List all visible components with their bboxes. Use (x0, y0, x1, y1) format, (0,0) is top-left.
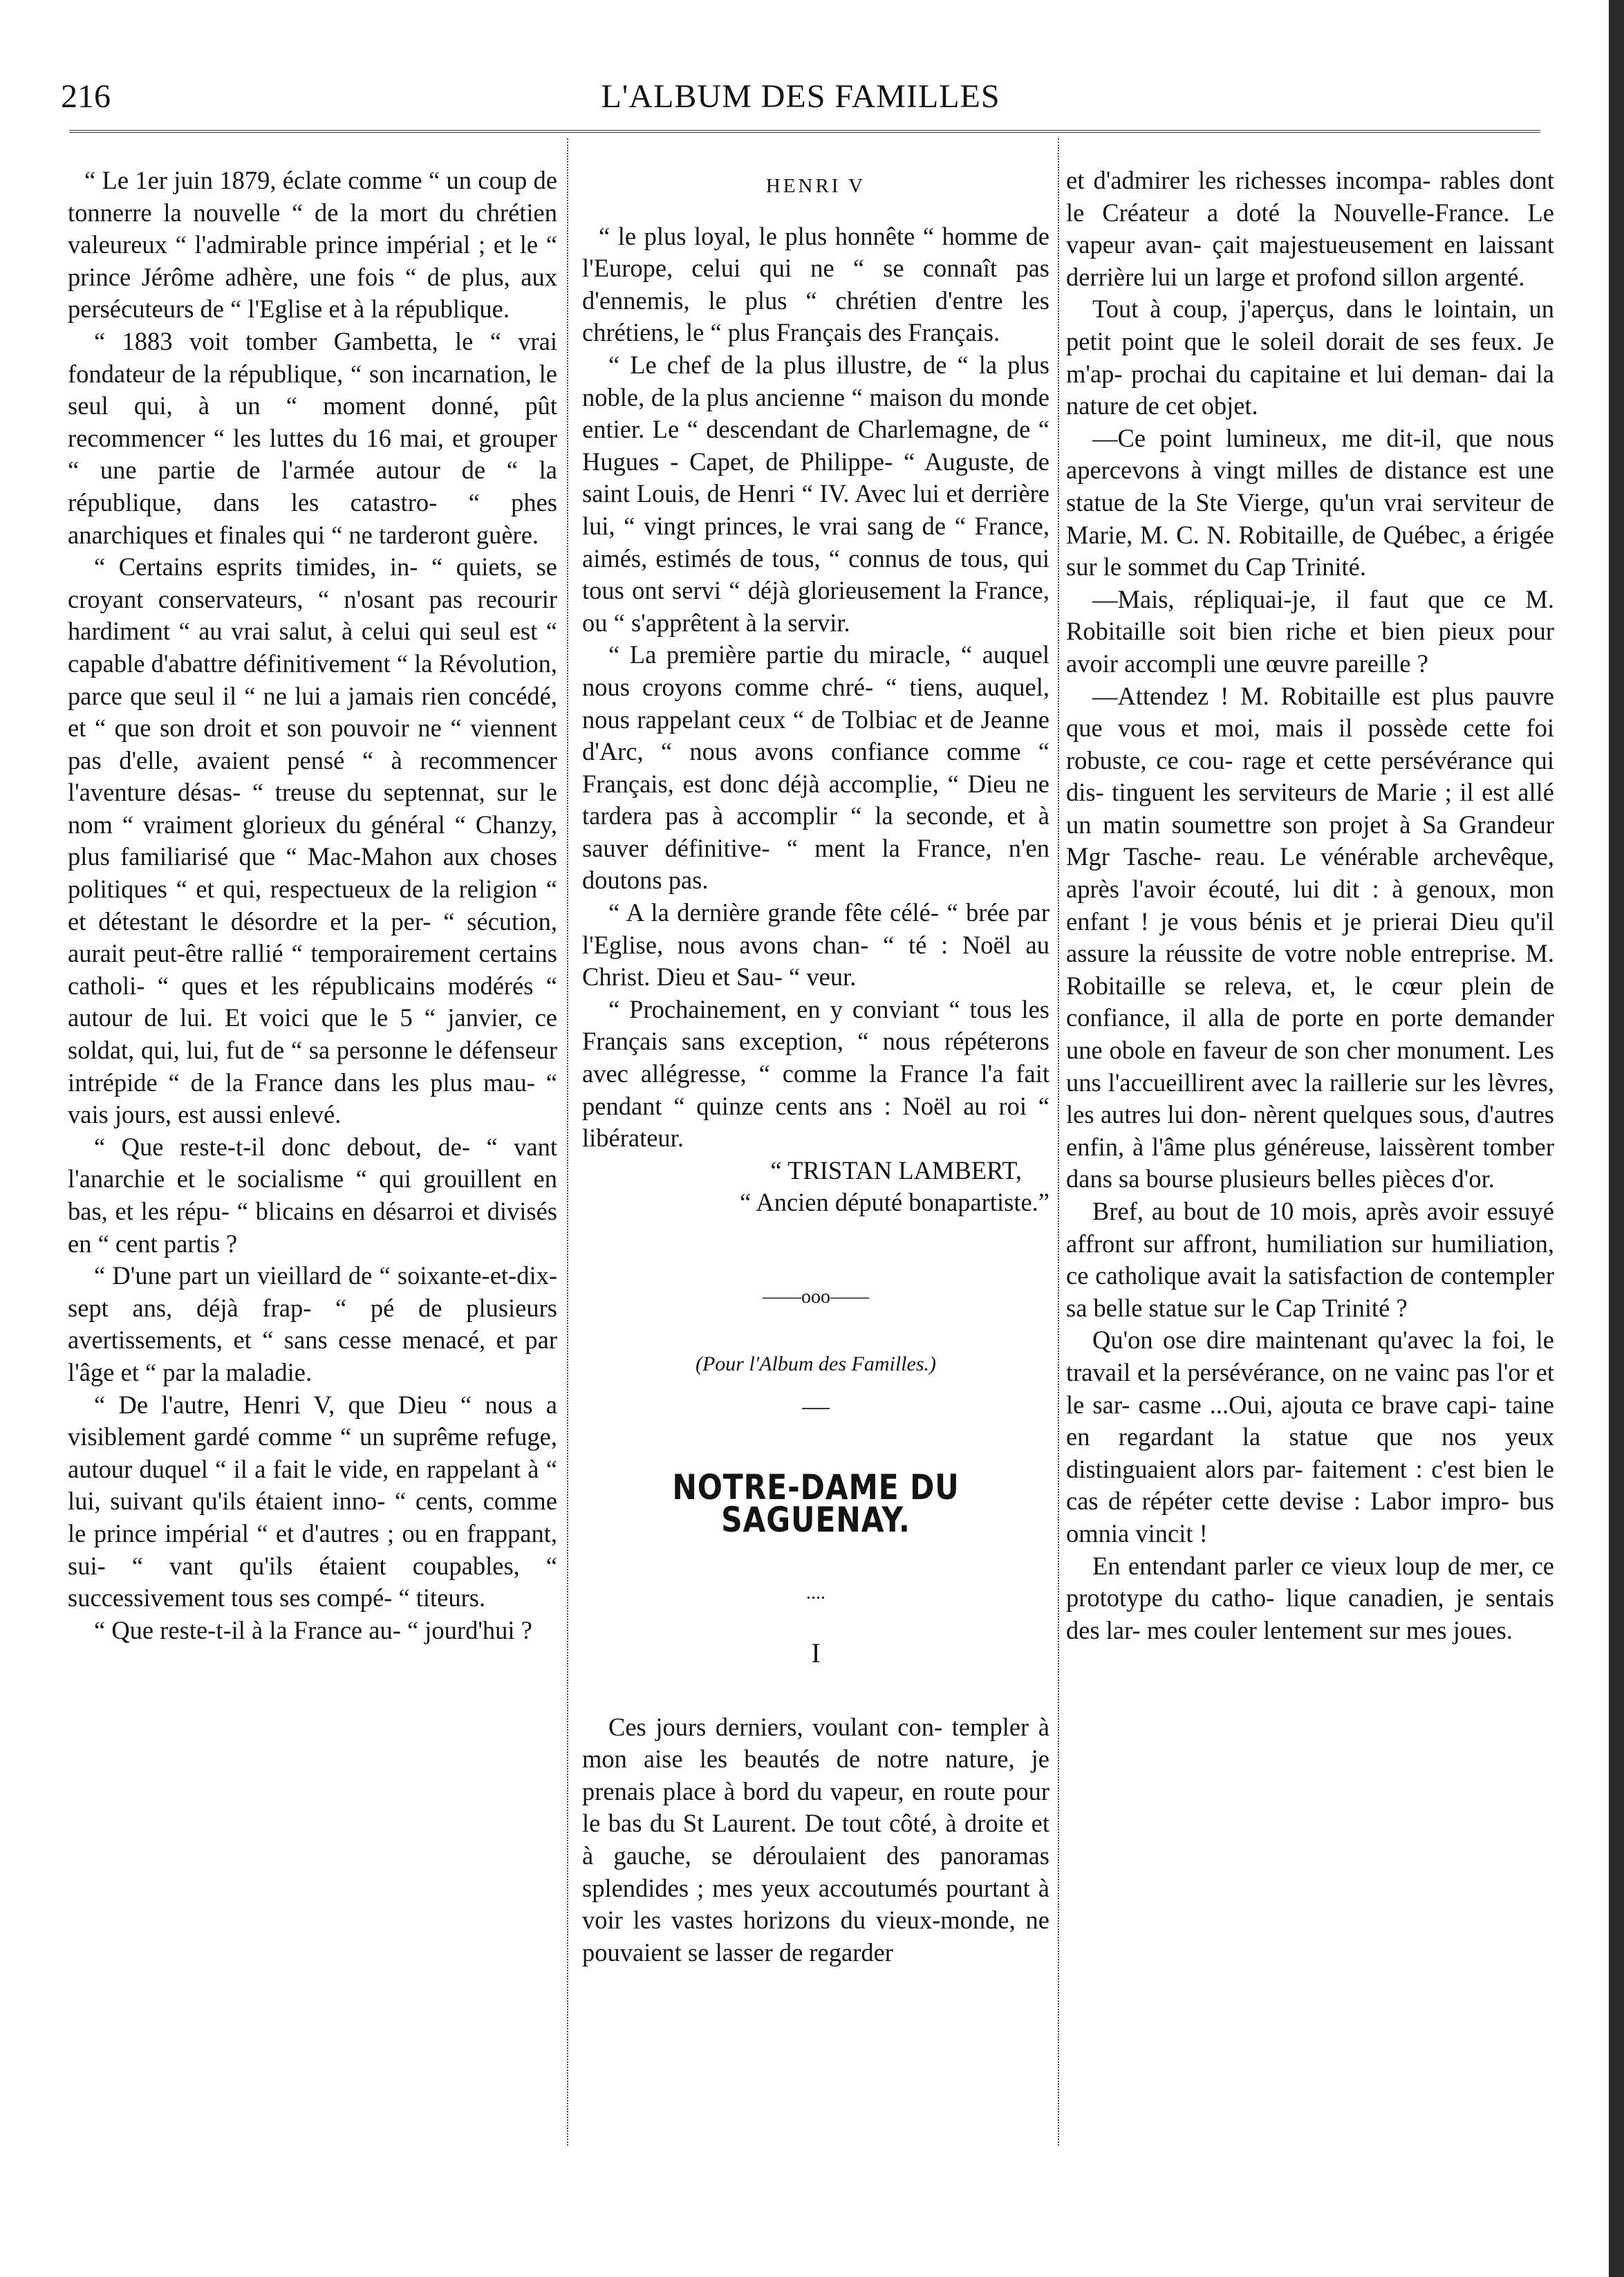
paragraph: “ Que reste-t-il à la France au- “ jourd'hui ? (94, 1615, 532, 1644)
paragraph: “ La première partie du miracle, “ auquel nous croyons comme chré- “ tiens, auquel, nous rappelant ceux “ de Tolbiac et de Jeanne d'Arc, “ nous avons confiance comme “ Français, est donc déjà accomplie, “ Dieu ne tardera pas à accomplir “ la seconde, et à sauver définitive- “ ment la France, n'en doutons pas. (582, 640, 1049, 895)
paragraph: En entendant parler ce vieux loup de mer, ce prototype du catho- lique canadien, je sentais des lar- mes couler lentement sur mes joues. (1066, 1551, 1554, 1644)
signature-title: “ Ancien député bonapartiste.” (740, 1188, 1049, 1217)
page-number: 216 (61, 78, 111, 115)
column-3 (1066, 165, 1554, 2142)
header-rule (69, 130, 1540, 133)
page-title: L'ALBUM DES FAMILLES (601, 78, 1000, 115)
column-2 (582, 165, 1049, 2142)
paragraph: “ le plus loyal, le plus honnête “ homme de l'Europe, celui qui ne “ se connaît pas d'ennemis, le plus “ chrétien d'entre les chrétiens, le “ plus Français des Français. (582, 221, 1049, 347)
paragraph: et d'admirer les richesses incompa- rables dont le Créateur a doté la Nouvelle-France. Le vapeur avan- çait majestueusement en laissant derrière lui un large et profond sillon argenté. (1066, 166, 1554, 291)
source-note: (Pour l'Album des Familles.) (695, 1352, 937, 1375)
short-rule (802, 1408, 830, 1409)
paragraph: —Ce point lumineux, me dit-il, que nous apercevons à vingt milles de distance est une statue de la Ste Vierge, qu'un vrai serviteur de Marie, M. C. N. Robitaille, de Québec, a érigée sur le sommet du Cap Trinité. (1066, 423, 1554, 582)
paragraph: “ Le chef de la plus illustre, de “ la plus noble, de la plus ancienne “ maison du monde entier. Le “ descendant de Charlemagne, de “ Hugues - Capet, de Philippe- “ Auguste, de saint Louis, de Henri “ IV. Avec lui et derrière lui, “ vingt princes, le vrai sang de “ France, aimés, estimés de tous, “ connus de tous, qui tous ont servi “ déjà glorieusement la France, ou “ s'apprêtent à la servir. (582, 350, 1049, 637)
paragraph: “ De l'autre, Henri V, que Dieu “ nous a visiblement gardé comme “ un suprême refuge, autour duquel “ il a fait le vide, en rappelant à “ lui, suivant qu'ils étaient inno- “ cents, comme le prince impérial “ et d'autres ; ou en frappant, sui- “ vant qu'ils étaient coupables, “ successivement tous ses compé- “ titeurs. (68, 1390, 557, 1613)
paragraph: “ Certains esprits timides, in- “ quiets, se croyant conservateurs, “ n'osant pas recourir hardiment “ au vrai salut, à celui qui seul est “ capable d'abattre définitivement “ la Révolution, parce que seul il “ ne lui a jamais rien concédé, et “ que son droit et son pouvoir ne “ viennent pas d'elle, avaient pensé “ à recommencer l'aventure désas- “ treuse du septennat, sur le nom “ vraiment glorieux du général “ Chanzy, plus familiarisé que “ Mac-Mahon aux choses politiques “ et qui, respectueux de la religion “ et détestant le désordre et la per- “ sécution, aurait peut-être rallié “ temporairement certains catholi- “ ques et les républicains modérés “ autour de lui. Et voici que le 5 “ janvier, ce soldat, qui, lui, fut de “ sa personne le défenseur intrépide “ de la France dans les plus mau- “ vais jours, est aussi enlevé. (68, 552, 557, 1129)
paragraph: “ 1883 voit tomber Gambetta, le “ vrai fondateur de la république, “ son incarnation, le seul qui, à un “ moment donné, pût recommencer “ les luttes du 16 mai, et grouper “ une partie de l'armée autour de “ la république, dans les catastro- “ phes anarchiques et finales qui “ ne tarderont guère. (68, 326, 557, 549)
running-head: HENRI V (765, 175, 866, 197)
paragraph: Tout à coup, j'aperçus, dans le lointain, un petit point que le soleil dorait de ses feux. Je m'ap- prochai du capitaine et lui deman- dai la nature de cet objet. (1066, 295, 1554, 420)
column-1 (68, 165, 557, 2142)
paragraph: —Attendez ! M. Robitaille est plus pauvre que vous et moi, mais il possède cette foi robuste, ce cou- rage et cette persévérance qui dis- tinguent les serviteurs de Marie ; il est allé un matin soumettre son projet à Sa Grandeur Mgr Tasche- reau. Le vénérable archevêque, après l'avoir écouté, lui dit : à genoux, mon enfant ! je vous bénis et je prierai Dieu qu'il assure la réussite de votre noble entreprise. M. Robitaille se releva, et, le cœur plein de confiance, il alla de porte en porte demander une obole en faveur de son cher monument. Les uns l'accueillirent avec la raillerie sur les lèvres, les autres lui don- nèrent quelques sous, d'autres enfin, à l'âme plus généreuse, laissèrent tomber dans sa bourse plusieurs belles pièces d'or. (1066, 681, 1554, 1193)
paragraph: “ A la dernière grande fête célé- “ brée par l'Eglise, nous avons chan- “ té : Noël au Christ. Dieu et Sau- “ veur. (582, 898, 1049, 992)
paragraph: “ Le 1er juin 1879, éclate comme “ un coup de tonnerre la nouvelle “ de la mort du chrétien valeureux “ l'admirable prince impérial ; et le “ prince Jérôme adhère, une fois “ de plus, aux persécuteurs de “ l'Eglise et à la république. (68, 166, 557, 324)
paragraph: Qu'on ose dire maintenant qu'avec la foi, le travail et la persévérance, on ne vainc pas l'or et le sar- casme ...Oui, ajouta ce brave capi- taine en regardant la statue que nos yeux distinguaient alors par- faitement : c'est bien le cas de répéter cette devise : Labor impro- bus omnia vincit ! (1066, 1326, 1554, 1548)
section-number: I (811, 1637, 821, 1669)
paragraph: “ Que reste-t-il donc debout, de- “ vant l'anarchie et le socialisme “ qui grouillent en bas, et les répu- “ blicains en désarroi et divisés en “ cent partis ? (68, 1132, 557, 1258)
paragraph: Ces jours derniers, voulant con- templer à mon aise les beautés de notre nature, je prenais place à bord du vapeur, en route pour le bas du St Laurent. De tout côté, à droite et à gauche, se déroulaient des panoramas splendides ; mes yeux accoutumés pourtant à voir les vastes horizons du vieux-monde, ne pouvaient se lasser de regarder (582, 1712, 1049, 1967)
page-header (61, 77, 1540, 126)
paragraph: “ D'une part un vieillard de “ soixante-et-dix-sept ans, déjà frap- “ pé de plusieurs avertissements, et “ sans cesse menacé, et par l'âge et “ par la maladie. (68, 1261, 557, 1386)
page-edge-shadow (1609, 0, 1624, 2277)
paragraph: “ Prochainement, en y conviant “ tous les Français sans exception, “ nous répéterons avec allégresse, “ comme la France l'a fait pendant “ quinze cents ans : Noël au roi “ libérateur. (582, 994, 1049, 1153)
column-divider-1 (567, 138, 568, 2146)
paragraph: Bref, au bout de 10 mois, après avoir essuyé affront sur affront, humiliation sur humiliation, ce catholique avait la satisfaction de contempler sa belle statue sur le Cap Trinité ? (1066, 1197, 1554, 1322)
dot-separator: .... (806, 1582, 825, 1604)
article-heading: NOTRE-DAME DU SAGUENAY. (672, 1467, 960, 1540)
column-divider-2 (1058, 138, 1059, 2146)
ornament-divider: ——ooo—— (763, 1286, 869, 1308)
paragraph: —Mais, répliquai-je, il faut que ce M. Robitaille soit bien riche et bien pieux pour avoir accompli une œuvre pareille ? (1066, 584, 1554, 678)
signature-name: “ TRISTAN LAMBERT, (770, 1155, 1022, 1184)
